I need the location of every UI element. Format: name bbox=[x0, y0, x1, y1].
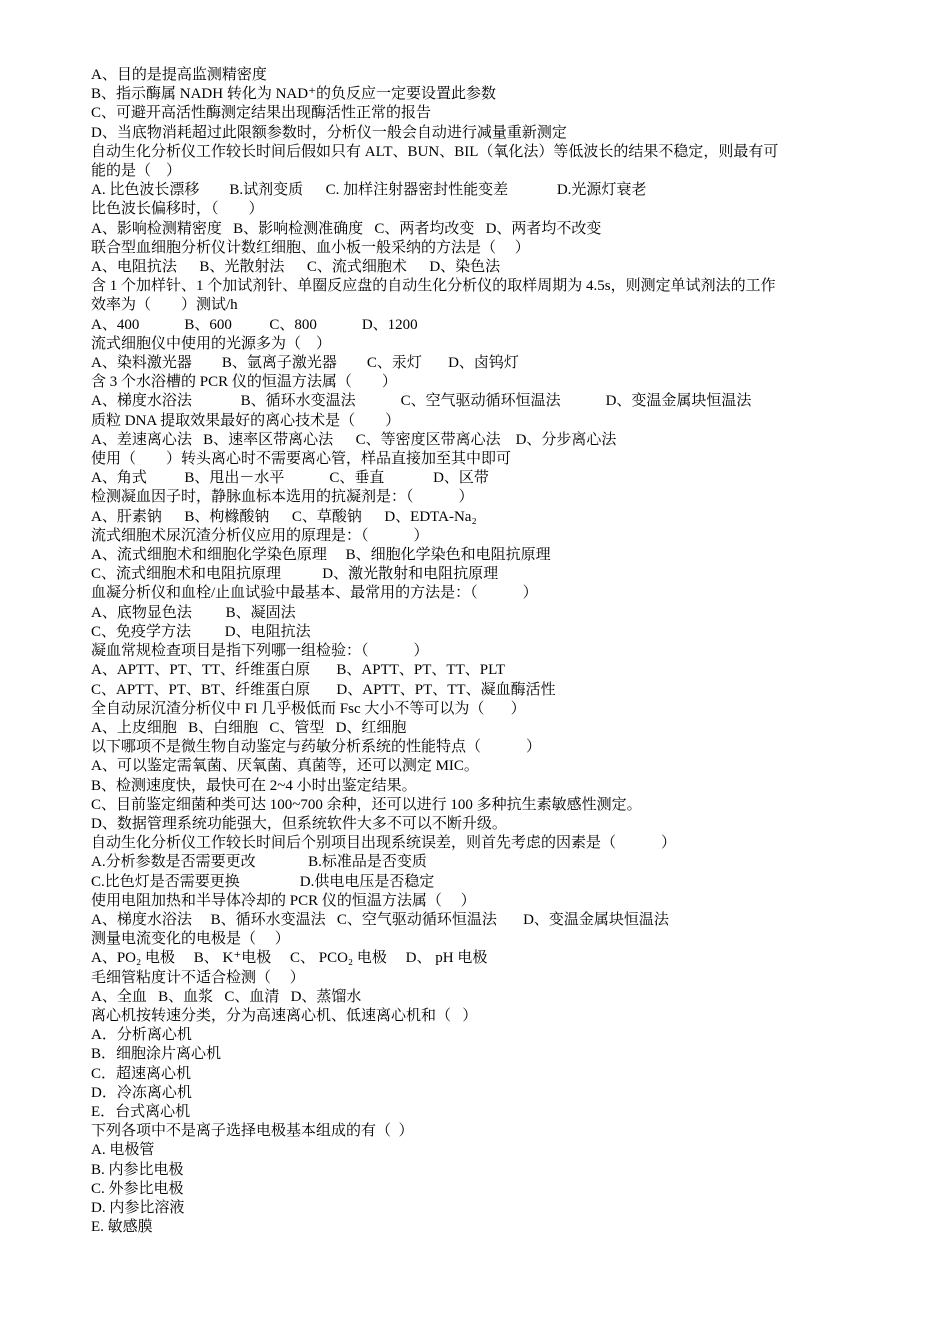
question-text: 血凝分析仪和血栓/止血试验中最基本、最常用的方法是：（ ） bbox=[91, 585, 538, 602]
options-line: A、全血 B、血浆 C、血清 D、蒸馏水 bbox=[91, 988, 362, 1005]
options-line: A、梯度水浴法 B、循环水变温法 C、空气驱动循环恒温法 D、变温金属块恒温法 bbox=[91, 393, 752, 410]
question-text: 凝血常规检查项目是指下列哪一组检验：（ ） bbox=[91, 643, 429, 660]
option-line: A. 电极管 bbox=[91, 1142, 155, 1159]
option-line: D、数据管理系统功能强大，但系统软件大多不可以不断升级。 bbox=[91, 815, 507, 832]
option-line: E．台式离心机 bbox=[91, 1103, 191, 1120]
option-line: D．冷冻离心机 bbox=[91, 1084, 192, 1101]
options-line: A、差速离心法 B、速率区带离心法 C、等密度区带离心法 D、分步离心法 bbox=[91, 431, 617, 448]
text-line: B、指示酶属 NADH 转化为 NAD⁺的负反应一定要设置此参数 bbox=[91, 86, 497, 103]
question-text: 以下哪项不是微生物自动鉴定与药敏分析系统的性能特点（ ） bbox=[91, 739, 542, 756]
options-line: A、肝素钠 B、枸橼酸钠 C、草酸钠 D、EDTA-Na₂ bbox=[91, 508, 477, 525]
option-line: D. 内参比溶液 bbox=[91, 1199, 185, 1216]
option-line: A．分析离心机 bbox=[91, 1027, 192, 1044]
document-page bbox=[91, 66, 866, 1237]
options-line: A、流式细胞术和细胞化学染色原理 B、细胞化学染色和电阻抗原理 bbox=[91, 547, 551, 564]
question-text: 流式细胞仪中使用的光源多为（ ） bbox=[91, 335, 332, 352]
options-line: C、流式细胞术和电阻抗原理 D、激光散射和电阻抗原理 bbox=[91, 566, 499, 583]
options-line: C.比色灯是否需要更换 D.供电电压是否稳定 bbox=[91, 873, 435, 890]
question-text: 离心机按转速分类，分为高速离心机、低速离心机和（ ） bbox=[91, 1007, 478, 1024]
options-line: A、染料激光器 B、氩离子激光器 C、汞灯 D、卤钨灯 bbox=[91, 355, 519, 372]
option-line: C．超速离心机 bbox=[91, 1065, 192, 1082]
options-line: A、底物显色法 B、凝固法 bbox=[91, 604, 296, 621]
options-line: A、上皮细胞 B、白细胞 C、管型 D、红细胞 bbox=[91, 719, 407, 736]
question-text: 比色波长偏移时，（ ） bbox=[91, 201, 264, 218]
options-line: A、角式 B、甩出－水平 C、垂直 D、区带 bbox=[91, 470, 489, 487]
options-line: A. 比色波长漂移 B.试剂变质 C. 加样注射器密封性能变差 D.光源灯衰老 bbox=[91, 182, 647, 199]
option-line: C、目前鉴定细菌种类可达 100~700 余种，还可以进行 100 多种抗生素敏感性测定。 bbox=[91, 796, 642, 813]
text-line: D、当底物消耗超过此限额参数时，分析仪一般会自动进行减量重新测定 bbox=[91, 124, 567, 141]
question-text: 能的是（ ） bbox=[91, 163, 182, 180]
options-line: A、APTT、PT、TT、纤维蛋白原 B、APTT、PT、TT、PLT bbox=[91, 662, 506, 679]
options-line: A、400 B、600 C、800 D、1200 bbox=[91, 316, 418, 333]
question-text: 含 3 个水浴槽的 PCR 仪的恒温方法属（ ） bbox=[91, 374, 397, 391]
question-text: 检测凝血因子时，静脉血标本选用的抗凝剂是：（ ） bbox=[91, 489, 474, 506]
options-line: A.分析参数是否需要更改 B.标准品是否变质 bbox=[91, 854, 427, 871]
question-text: 自动生化分析仪工作较长时间后假如只有 ALT、BUN、BIL（氧化法）等低波长的结果不稳定，则最有可 bbox=[91, 143, 779, 160]
options-line: A、PO₂ 电极 B、 K⁺电极 C、 PCO₂ 电极 D、 pH 电极 bbox=[91, 950, 488, 967]
question-text: 质粒 DNA 提取效果最好的离心技术是（ ） bbox=[91, 412, 401, 429]
question-text: 毛细管粘度计不适合检测（ ） bbox=[91, 969, 305, 986]
question-text: 测量电流变化的电极是（ ） bbox=[91, 931, 290, 948]
option-line: B．细胞涂片离心机 bbox=[91, 1046, 222, 1063]
question-text: 使用电阻加热和半导体冷却的 PCR 仪的恒温方法属（ ） bbox=[91, 892, 476, 909]
text-line: A、目的是提高监测精密度 bbox=[91, 67, 267, 83]
question-text: 效率为（ ）测试/h bbox=[91, 297, 238, 314]
option-line: C. 外参比电极 bbox=[91, 1180, 184, 1197]
options-line: C、APTT、PT、BT、纤维蛋白原 D、APTT、PT、TT、凝血酶活性 bbox=[91, 681, 556, 698]
question-text: 含 1 个加样针、1 个加试剂针、单圈反应盘的自动生化分析仪的取样周期为 4.5s，则测定单试剂法的工作 bbox=[91, 278, 776, 295]
question-text: 联合型血细胞分析仪计数红细胞、血小板一般采纳的方法是（ ） bbox=[91, 239, 530, 256]
options-line: A、梯度水浴法 B、循环水变温法 C、空气驱动循环恒温法 D、变温金属块恒温法 bbox=[91, 911, 669, 928]
option-line: B. 内参比电极 bbox=[91, 1161, 184, 1178]
question-text: 下列各项中不是离子选择电极基本组成的有（ ） bbox=[91, 1123, 414, 1140]
text-line: C、可避开高活性酶测定结果出现酶活性正常的报告 bbox=[91, 105, 432, 122]
question-text: 流式细胞术尿沉渣分析仪应用的原理是：（ ） bbox=[91, 527, 429, 544]
question-text: 自动生化分析仪工作较长时间后个别项目出现系统误差，则首先考虑的因素是（ ） bbox=[91, 835, 677, 852]
option-line: B、检测速度快，最快可在 2~4 小时出鉴定结果。 bbox=[91, 777, 417, 794]
question-text: 使用（ ）转头离心时不需要离心管，样品直接加至其中即可 bbox=[91, 451, 512, 468]
options-line: A、电阻抗法 B、光散射法 C、流式细胞术 D、染色法 bbox=[91, 259, 501, 276]
option-line: A、可以鉴定需氧菌、厌氧菌、真菌等，还可以测定 MIC。 bbox=[91, 758, 479, 775]
options-line: C、免疫学方法 D、电阻抗法 bbox=[91, 623, 311, 640]
question-text: 全自动尿沉渣分析仪中 Fl 几乎极低而 Fsc 大小不等可以为（ ） bbox=[91, 700, 526, 717]
option-line: E. 敏感膜 bbox=[91, 1219, 153, 1236]
options-line: A、影响检测精密度 B、影响检测准确度 C、两者均改变 D、两者均不改变 bbox=[91, 220, 602, 237]
